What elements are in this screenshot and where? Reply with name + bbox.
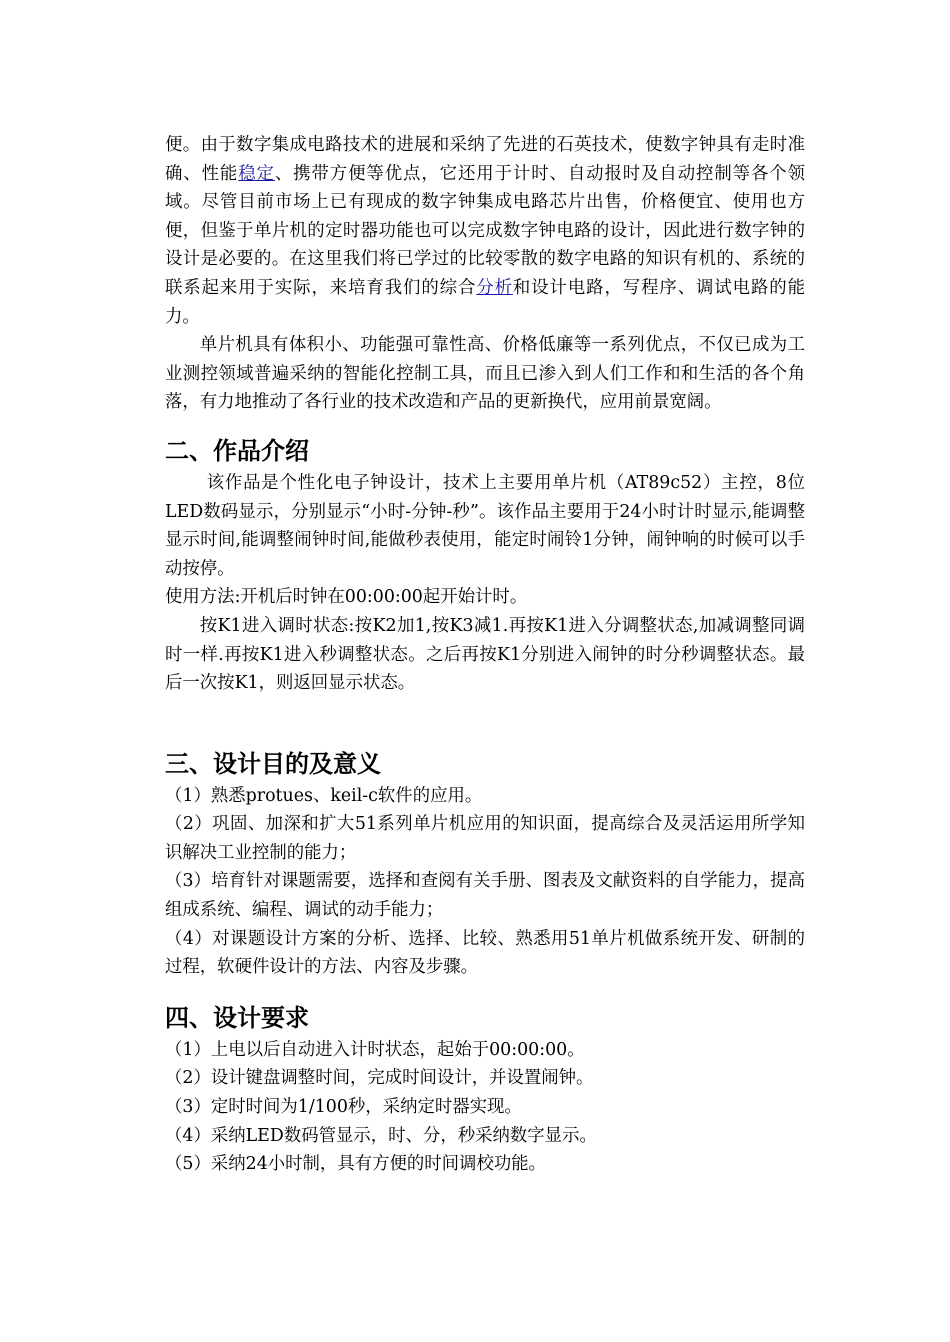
section-4-item: （2）设计键盘调整时间，完成时间设计，并设置闹钟。 bbox=[165, 1068, 594, 1089]
section-3-item: （4）对课题设计方案的分析、选择、比较、熟悉用51单片机做系统开发、研制的过程，软硬件设计的方法、内容及步骤。 bbox=[165, 928, 805, 978]
section-4-item: （4）采纳LED数码管显示，时、分，秒采纳数字显示。 bbox=[165, 1125, 597, 1146]
document-body bbox=[165, 131, 805, 1179]
section-3-heading: 三、设计目的及意义 bbox=[165, 749, 381, 778]
intro-text-a: 便。由于数字集成电路技术的进展和采纳了先进的石英技术，使数字钟具有走时准确、性能 bbox=[165, 135, 805, 184]
intro-text-c: 和设计电路，写程序、调试电路的能力。 bbox=[165, 277, 805, 327]
section-4-item: （5）采纳24小时制，具有方便的时间调校功能。 bbox=[165, 1154, 547, 1175]
link-analysis[interactable]: 分析 bbox=[476, 277, 513, 298]
section-2-paragraph-2: 按K1进入调时状态:按K2加1,按K3减1.再按K1进入分调整状态,加减调整同调时一样.再按K1进入秒调整状态。之后再按K1分别进入闹钟的时分秒调整状态。最后一次按K1，则返回显示状态。 bbox=[165, 615, 805, 694]
section-2-heading: 二、作品介绍 bbox=[165, 436, 309, 465]
link-stable[interactable]: 稳定 bbox=[238, 163, 275, 184]
section-3-item: （1）熟悉protues、keil-c软件的应用。 bbox=[165, 785, 483, 806]
intro-text-b: 、携带方便等优点，它还用于计时、自动报时及自动控制等各个领域。尽管目前市场上已有现成的数字钟集成电路芯片出售，价格便宜、使用也方便，但鉴于单片机的定时器功能也可以完成数字钟电路的设计，因此进行数字钟的设计是必要的。在这里我们将已学过的比较零散的数字电路的知识有机的、系统的联系起来用于实际，来培育我们的综合 bbox=[165, 163, 805, 298]
section-3-item: （2）巩固、加深和扩大51系列单片机应用的知识面，提高综合及灵活运用所学知识解决工业控制的能力； bbox=[165, 814, 805, 863]
section-2-usage: 使用方法:开机后时钟在00:00:00起开始计时。 bbox=[165, 587, 528, 608]
section-4-heading: 四、设计要求 bbox=[165, 1003, 309, 1032]
intro-paragraph-1 bbox=[165, 131, 805, 331]
intro-paragraph-2: 单片机具有体积小、功能强可靠性高、价格低廉等一系列优点，不仅已成为工业测控领域普遍采纳的智能化控制工具，而且已渗入到人们工作和和生活的各个角落，有力地推动了各行业的技术改造和产品的更新换代，应用前景宽阔。 bbox=[165, 335, 805, 413]
section-4-item: （3）定时时间为1/100秒，采纳定时器实现。 bbox=[165, 1097, 522, 1118]
section-2-paragraph-1: 该作品是个性化电子钟设计，技术上主要用单片机（AT89c52）主控，8位LED数码显示，分别显示“小时-分钟-秒”。该作品主要用于24小时计时显示,能调整显示时间,能调整闹钟时间,能做秒表使用，能定时闹铃1分钟，闹钟响的时候可以手动按停。 bbox=[165, 472, 805, 579]
section-4-item: （1）上电以后自动进入计时状态，起始于00:00:00。 bbox=[165, 1039, 585, 1060]
section-3-item: （3）培育针对课题需要，选择和查阅有关手册、图表及文献资料的自学能力，提高组成系统、编程、调试的动手能力； bbox=[165, 871, 805, 921]
